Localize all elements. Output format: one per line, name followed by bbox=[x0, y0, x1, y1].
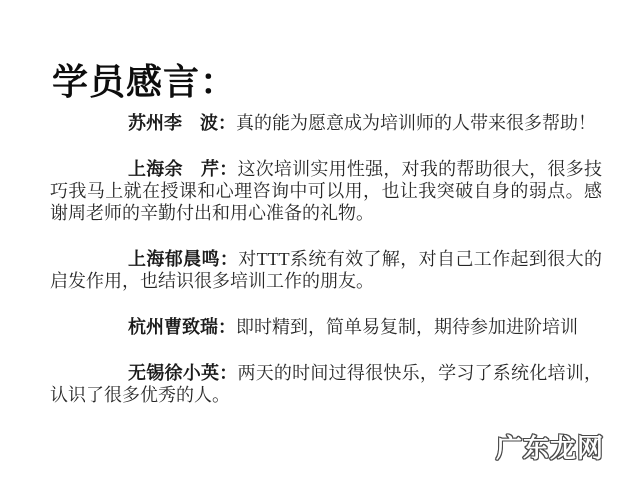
testimonial-paragraph bbox=[50, 362, 602, 406]
testimonial-text: 两天的时间过得很快乐，学习了系统化培训，认识了很多优秀的人。 bbox=[50, 363, 603, 405]
watermark: 广东龙网 bbox=[495, 433, 604, 463]
testimonial-paragraph bbox=[50, 158, 602, 224]
page-title: 学员感言： bbox=[52, 62, 238, 103]
testimonial-paragraph bbox=[50, 316, 602, 338]
testimonial-text: 对TTT系统有效了解，对自己工作起到很大的启发作用，也结识很多培训工作的朋友。 bbox=[50, 249, 603, 291]
testimonial-author: 杭州曹致瑞： bbox=[128, 317, 236, 337]
testimonial-paragraph bbox=[50, 248, 602, 292]
testimonial-author: 上海郁晨鸣： bbox=[128, 249, 239, 269]
testimonial-text: 真的能为愿意成为培训师的人带来很多帮助！ bbox=[236, 113, 596, 133]
testimonial-text: 这次培训实用性强，对我的帮助很大，很多技巧我马上就在授课和心理咨询中可以用，也让我突破自身的弱点。感谢周老师的辛勤付出和用心准备的礼物。 bbox=[50, 159, 603, 223]
testimonials-list bbox=[50, 112, 602, 430]
testimonial-author: 上海余 芹： bbox=[128, 159, 238, 179]
testimonial-author: 无锡徐小英： bbox=[128, 363, 238, 383]
testimonial-author: 苏州李 波： bbox=[128, 113, 236, 133]
testimonial-paragraph bbox=[50, 112, 602, 134]
testimonial-text: 即时精到，简单易复制，期待参加进阶培训 bbox=[236, 317, 578, 337]
